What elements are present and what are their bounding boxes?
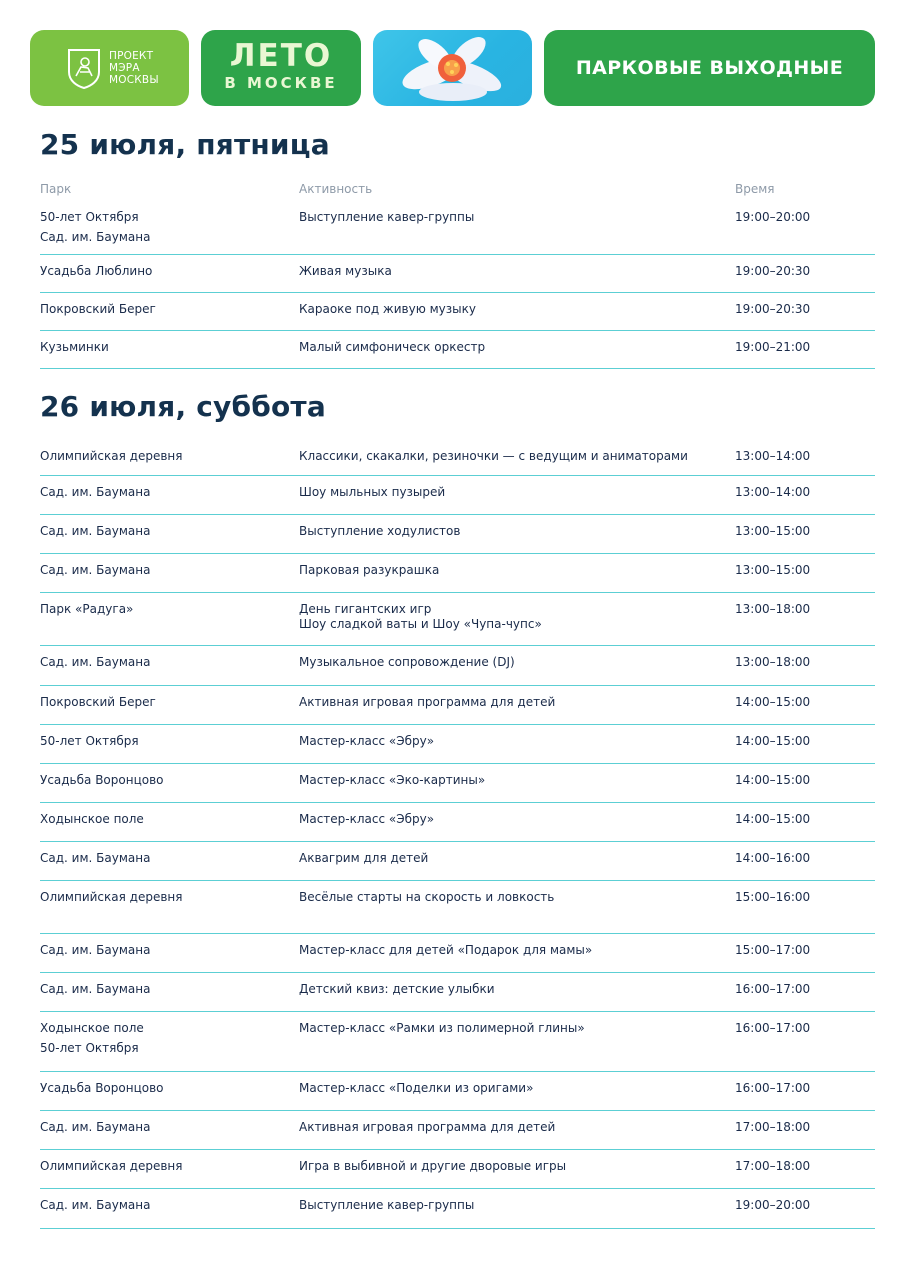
- park-name: Сад. им. Баумана: [40, 655, 151, 669]
- leto-v-moskve-logo: [201, 30, 361, 106]
- activity-cell: [299, 302, 476, 317]
- park-name: Парк «Радуга»: [40, 602, 134, 616]
- activity-name: Аквагрим для детей: [299, 851, 429, 865]
- table-row: [40, 1149, 875, 1189]
- park-cell: [40, 1159, 182, 1174]
- park-cell: [40, 210, 150, 245]
- park-cell: [40, 1021, 144, 1056]
- table-row: [40, 763, 875, 803]
- activity-cell: [299, 449, 688, 464]
- mayor-project-line-1: ПРОЕКТ: [109, 50, 154, 62]
- activity-name: Активная игровая программа для детей: [299, 1120, 556, 1134]
- table-row: [40, 292, 875, 331]
- park-name: Покровский Берег: [40, 302, 156, 316]
- time-cell: 13:00–18:00: [735, 602, 811, 616]
- activity-name: Мастер-класс для детей «Подарок для мамы»: [299, 943, 593, 957]
- park-name: Ходынское поле: [40, 812, 144, 826]
- friday-title: 25 июля, пятница: [40, 128, 330, 161]
- column-header-time: Время: [735, 182, 775, 196]
- table-row: [40, 1188, 875, 1229]
- leto-subtitle: В МОСКВЕ: [224, 74, 338, 92]
- activity-name: Шоу сладкой ваты и Шоу «Чупа-чупс»: [299, 617, 542, 631]
- park-cell: [40, 302, 156, 317]
- park-cell: [40, 851, 150, 866]
- time-cell: 19:00–20:30: [735, 302, 811, 316]
- park-name: Ходынское поле: [40, 1021, 144, 1035]
- park-name: Олимпийская деревня: [40, 890, 183, 904]
- flower-illustration: [373, 30, 532, 106]
- table-row: [40, 880, 875, 934]
- park-name: Кузьминки: [40, 340, 109, 354]
- park-name: Усадьба Воронцово: [40, 1081, 164, 1095]
- park-name: Сад. им. Баумана: [40, 230, 151, 244]
- activity-cell: [299, 812, 434, 827]
- time-cell: 13:00–15:00: [735, 524, 811, 538]
- park-name: Покровский Берег: [40, 695, 156, 709]
- time-cell: 13:00–14:00: [735, 485, 811, 499]
- activity-name: Парковая разукрашка: [299, 563, 440, 577]
- park-name: Сад. им. Баумана: [40, 1120, 151, 1134]
- activity-name: Шоу мыльных пузырей: [299, 485, 446, 499]
- time-cell: 16:00–17:00: [735, 1021, 811, 1035]
- mayor-project-logo: [30, 30, 189, 106]
- activity-cell: [299, 563, 439, 578]
- activity-cell: [299, 1120, 555, 1135]
- park-name: Усадьба Люблино: [40, 264, 153, 278]
- activity-cell: [299, 943, 592, 958]
- time-cell: 15:00–16:00: [735, 890, 811, 904]
- park-weekends-label: ПАРКОВЫЕ ВЫХОДНЫЕ: [575, 57, 844, 79]
- time-cell: 16:00–17:00: [735, 982, 811, 996]
- activity-cell: [299, 340, 485, 355]
- time-cell: 13:00–15:00: [735, 563, 811, 577]
- park-cell: [40, 340, 109, 355]
- park-name: Сад. им. Баумана: [40, 1198, 151, 1212]
- park-cell: [40, 1120, 150, 1135]
- time-cell: 14:00–16:00: [735, 851, 811, 865]
- park-cell: [40, 812, 144, 827]
- activity-cell: [299, 890, 554, 905]
- activity-name: Выступление кавер-группы: [299, 210, 475, 224]
- park-cell: [40, 449, 182, 464]
- activity-name: Мастер-класс «Поделки из оригами»: [299, 1081, 534, 1095]
- activity-name: Музыкальное сопровождение (DJ): [299, 655, 515, 669]
- time-cell: 13:00–14:00: [735, 449, 811, 463]
- activity-name: Малый симфоническ оркестр: [299, 340, 486, 354]
- table-row: [40, 330, 875, 369]
- activity-cell: [299, 524, 460, 539]
- activity-cell: [299, 773, 485, 788]
- time-cell: 19:00–20:00: [735, 210, 811, 224]
- activity-cell: [299, 602, 542, 632]
- activity-name: Весёлые старты на скорость и ловкость: [299, 890, 555, 904]
- table-row: [40, 439, 875, 476]
- park-name: Сад. им. Баумана: [40, 485, 151, 499]
- moscow-emblem-icon: [66, 46, 102, 90]
- saturday-title: 26 июля, суббота: [40, 390, 326, 423]
- park-name: Усадьба Воронцово: [40, 773, 164, 787]
- time-cell: 19:00–20:30: [735, 264, 811, 278]
- park-cell: [40, 1198, 150, 1213]
- park-cell: [40, 485, 150, 500]
- mayor-project-line-2: МЭРА: [109, 62, 140, 74]
- park-cell: [40, 524, 150, 539]
- park-cell: [40, 602, 133, 617]
- table-row: [40, 1071, 875, 1111]
- park-name: Сад. им. Баумана: [40, 851, 151, 865]
- table-row: [40, 553, 875, 593]
- park-name: Сад. им. Баумана: [40, 563, 151, 577]
- activity-name: Активная игровая программа для детей: [299, 695, 556, 709]
- table-row: [40, 514, 875, 554]
- park-weekends-banner: [544, 30, 875, 106]
- park-name: Олимпийская деревня: [40, 1159, 183, 1173]
- park-cell: [40, 264, 152, 279]
- park-cell: [40, 563, 150, 578]
- activity-name: Караоке под живую музыку: [299, 302, 476, 316]
- activity-name: Мастер-класс «Эко-картины»: [299, 773, 486, 787]
- park-name: 50-лет Октября: [40, 1041, 139, 1055]
- leto-title: ЛЕТО: [229, 38, 333, 74]
- activity-cell: [299, 655, 515, 670]
- activity-name: Живая музыка: [299, 264, 392, 278]
- column-header-activity: Активность: [299, 182, 373, 196]
- table-row: [40, 933, 875, 973]
- time-cell: 14:00–15:00: [735, 773, 811, 787]
- activity-cell: [299, 982, 495, 997]
- park-cell: [40, 982, 150, 997]
- activity-name: Мастер-класс «Эбру»: [299, 734, 435, 748]
- activity-cell: [299, 1198, 474, 1213]
- activity-cell: [299, 210, 474, 225]
- time-cell: 19:00–20:00: [735, 1198, 811, 1212]
- activity-cell: [299, 734, 434, 749]
- time-cell: 17:00–18:00: [735, 1120, 811, 1134]
- time-cell: 14:00–15:00: [735, 734, 811, 748]
- activity-cell: [299, 851, 428, 866]
- table-row: [40, 254, 875, 293]
- park-cell: [40, 890, 182, 905]
- table-row: [40, 972, 875, 1012]
- park-name: 50-лет Октября: [40, 210, 139, 224]
- activity-name: Классики, скакалки, резиночки — с ведущим и аниматорами: [299, 449, 688, 463]
- table-row: [40, 1110, 875, 1150]
- time-cell: 14:00–15:00: [735, 695, 811, 709]
- time-cell: 14:00–15:00: [735, 812, 811, 826]
- park-name: Сад. им. Баумана: [40, 943, 151, 957]
- activity-name: Выступление ходулистов: [299, 524, 461, 538]
- park-cell: [40, 655, 150, 670]
- table-row: [40, 200, 875, 255]
- activity-name: Детский квиз: детские улыбки: [299, 982, 495, 996]
- activity-name: Выступление кавер-группы: [299, 1198, 475, 1212]
- activity-name: Мастер-класс «Эбру»: [299, 812, 435, 826]
- time-cell: 17:00–18:00: [735, 1159, 811, 1173]
- time-cell: 13:00–18:00: [735, 655, 811, 669]
- time-cell: 15:00–17:00: [735, 943, 811, 957]
- mayor-project-line-3: МОСКВЫ: [109, 74, 159, 86]
- activity-cell: [299, 1021, 585, 1036]
- time-cell: 16:00–17:00: [735, 1081, 811, 1095]
- park-name: Сад. им. Баумана: [40, 982, 151, 996]
- activity-cell: [299, 695, 555, 710]
- activity-cell: [299, 485, 445, 500]
- activity-name: День гигантских игр: [299, 602, 432, 616]
- table-row: [40, 645, 875, 686]
- table-row: [40, 841, 875, 881]
- park-cell: [40, 773, 164, 788]
- park-name: Сад. им. Баумана: [40, 524, 151, 538]
- park-cell: [40, 695, 156, 710]
- activity-cell: [299, 1081, 533, 1096]
- activity-name: Мастер-класс «Рамки из полимерной глины»: [299, 1021, 585, 1035]
- table-row: [40, 802, 875, 842]
- park-cell: [40, 943, 150, 958]
- table-row: [40, 685, 875, 725]
- park-name: 50-лет Октября: [40, 734, 139, 748]
- park-cell: [40, 1081, 164, 1096]
- activity-cell: [299, 264, 392, 279]
- flower-icon: [373, 30, 532, 106]
- table-row: [40, 592, 875, 646]
- time-cell: 19:00–21:00: [735, 340, 811, 354]
- column-header-park: Парк: [40, 182, 72, 196]
- activity-cell: [299, 1159, 566, 1174]
- park-cell: [40, 734, 139, 749]
- table-row: [40, 1011, 875, 1072]
- table-row: [40, 724, 875, 764]
- activity-name: Игра в выбивной и другие дворовые игры: [299, 1159, 567, 1173]
- table-row: [40, 475, 875, 515]
- park-name: Олимпийская деревня: [40, 449, 183, 463]
